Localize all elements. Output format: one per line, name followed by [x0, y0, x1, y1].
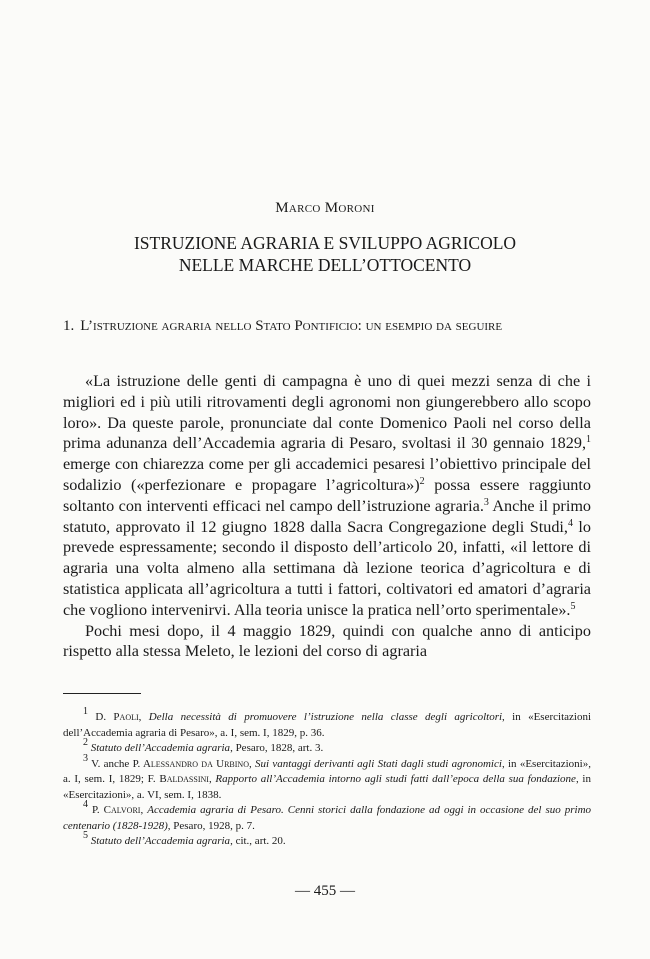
- footnote-author: D. Paoli: [95, 711, 139, 723]
- paragraph-1-part-e: lo prevede espressamente; secondo il disposto dell’articolo 20, infatti, «il lettore di agraria una volta almeno alla settimana dà lezione teorica d’agricoltura e di statistica applicata all’agricoltura a tutti i fattori, coltivatori ed amatori d’agraria che vogliono intervenirvi. Alla teoria unisce la pratica nell’orto sperimentale».: [63, 517, 592, 619]
- footnote-citation: , Pesaro, 1928, p. 7.: [167, 819, 255, 832]
- footnote-author: P. Alessandro da Urbino: [132, 757, 249, 770]
- body-text: [63, 371, 591, 662]
- section-heading-text: L’istruzione agraria nello Stato Pontificio: un esempio da seguire: [80, 318, 503, 334]
- paragraph-1-part-d: Anche il primo statuto, approvato il 12 giugno 1828 dalla Sacra Congregazione degli Studi,: [63, 496, 592, 536]
- footnote-work-title: Rapporto all’Accademia intorno agli studi fatti dall’epoca della sua fondazione: [215, 773, 576, 785]
- footnote-1: [63, 706, 592, 741]
- footnote-separator: ,: [140, 804, 148, 816]
- footnote-work-title: Statuto dell’Accademia agraria: [90, 742, 231, 754]
- article-title-line-1: ISTRUZIONE AGRARIA E SVILUPPO AGRICOLO: [133, 233, 517, 253]
- section-heading: [63, 316, 593, 336]
- footnote-work-title: Della necessità di promuovere l’istruzione nella classe degli agricoltori: [148, 711, 503, 723]
- footnote-work-title: Sui vantaggi derivanti agli Stati dagli studi agronomici: [255, 757, 502, 770]
- footnote-author: P. Calvori: [92, 804, 141, 816]
- paragraph-1-part-b: emerge con chiarezza come per gli accademici pesaresi l’obiettivo principale del sodalizio («perfezionare e propagare l’agricoltura»): [63, 455, 591, 494]
- author-name: Marco Moroni: [275, 200, 375, 216]
- footnote-citation: , in «Esercitazioni», a. I, sem. I, 1829; F.: [63, 757, 591, 785]
- article-title: [0, 232, 650, 276]
- footnote-4: [63, 799, 592, 834]
- footnote-separator: ,: [248, 757, 256, 770]
- footnote-citation: , cit., art. 20.: [230, 835, 286, 847]
- paragraph-1-part-a: «La istruzione delle genti di campagna è uno di quei mezzi senza di che i migliori ed i più utili ritrovamenti degli agronomi non giungerebbero allo scopo loro». Da queste parole, pronunciate dal conte Domenico Paoli nel corso della prima adunanza dell’Accademia agraria di Pesaro, svoltasi il 30 gennaio 1829,: [63, 372, 591, 453]
- footnotes: [63, 706, 592, 850]
- footnote-ref-1: 1: [586, 434, 591, 446]
- footnote-work-title: Accademia agraria di Pesaro. Cenni storici dalla fondazione ad oggi in occasione del suo primo centenario (1828-1928): [63, 804, 592, 832]
- footnote-number: 3: [83, 752, 88, 764]
- footnote-separator: ,: [138, 711, 149, 723]
- footnote-number: 2: [83, 737, 88, 748]
- article-title-line-2: NELLE MARCHE DELL’OTTOCENTO: [178, 255, 472, 275]
- footnote-3: [63, 752, 591, 804]
- footnote-ref-4: 4: [567, 517, 573, 529]
- footnote-2: [63, 737, 591, 757]
- footnote-5: [63, 830, 591, 850]
- footnote-prefix: V. anche: [91, 757, 133, 770]
- footnote-number: 4: [83, 799, 88, 810]
- paragraph-1-part-c: possa essere raggiunto soltanto con interventi efficaci nel campo dell’istruzione agraria.: [63, 475, 591, 515]
- footnote-work-title: Statuto dell’Accademia agraria: [90, 835, 231, 847]
- footnote-separator: ,: [208, 773, 216, 785]
- footnote-number: 5: [83, 830, 88, 841]
- section-number: 1.: [63, 318, 75, 334]
- footnote-citation: , Pesaro, 1828, art. 3.: [230, 742, 324, 754]
- paragraph-2: Pochi mesi dopo, il 4 maggio 1829, quindi con qualche anno di anticipo rispetto alla stessa Meleto, le lezioni del corso di agraria: [63, 621, 591, 661]
- footnote-rule: [63, 693, 141, 694]
- footnote-ref-5: 5: [570, 600, 576, 612]
- footnote-author: Baldassini: [159, 773, 209, 785]
- page-number: — 455 —: [295, 883, 355, 899]
- footnote-number: 1: [83, 706, 88, 717]
- footnote-ref-2: 2: [419, 475, 425, 487]
- footnote-ref-3: 3: [483, 496, 489, 508]
- paragraph-1: [63, 371, 591, 621]
- footnote-citation: , in «Esercitazioni», a. VI, sem. I, 1838.: [63, 773, 591, 801]
- footnote-citation: , in «Esercitazioni dell’Accademia agraria di Pesaro», a. I, sem. I, 1829, p. 36.: [63, 711, 592, 739]
